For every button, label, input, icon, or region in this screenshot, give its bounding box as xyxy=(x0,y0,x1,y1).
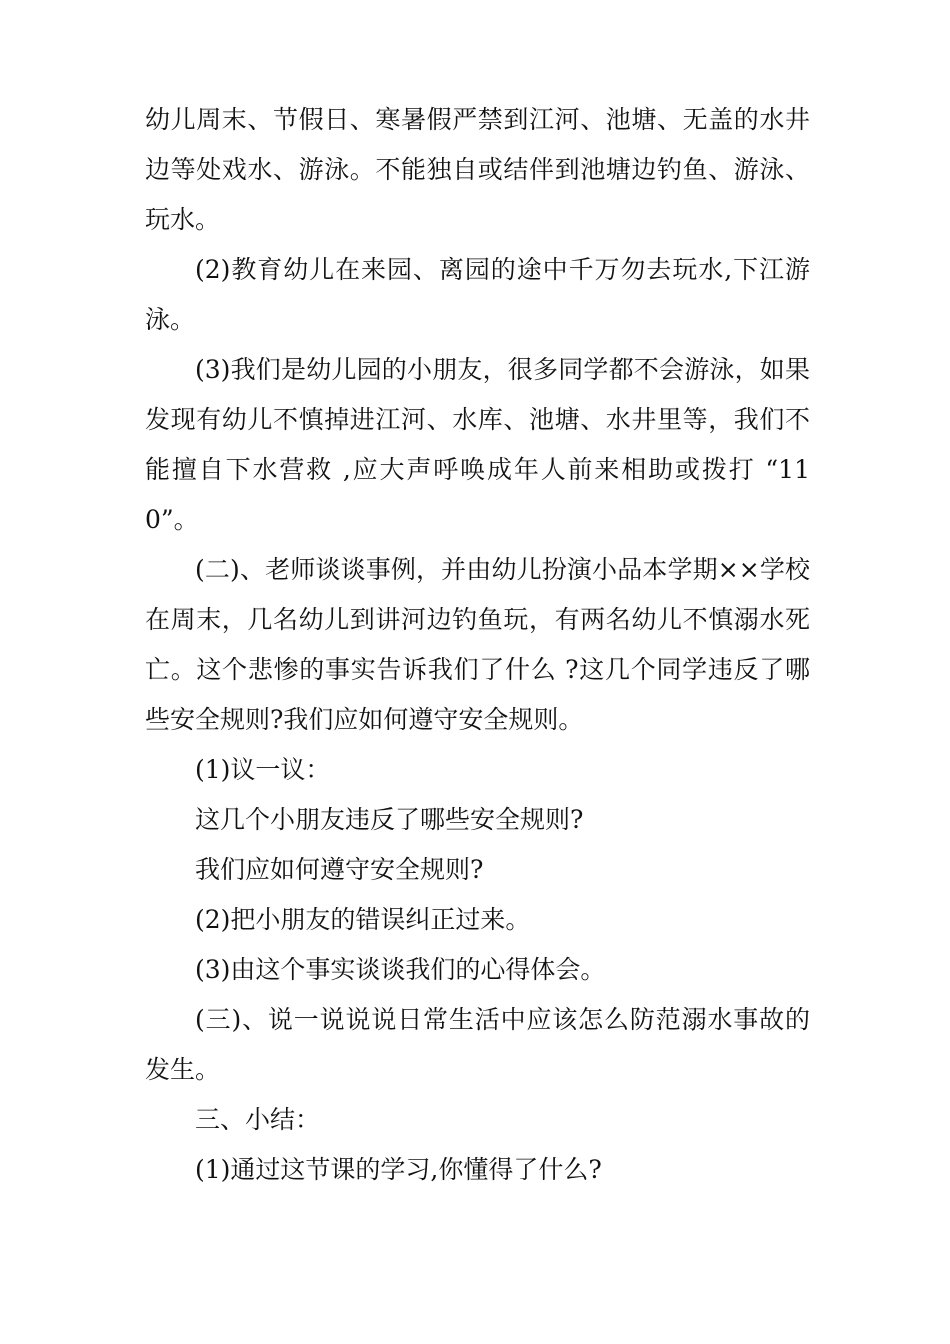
paragraph: (二)、老师谈谈事例，并由幼儿扮演小品本学期××学校在周末，几名幼儿到讲河边钓鱼玩，有两名幼儿不慎溺水死亡。这个悲惨的事实告诉我们了什么 ?这几个同学违反了哪些安全规则?我们应如何遵守安全规则。 xyxy=(145,555,810,734)
paragraph: (1)议一议： xyxy=(195,755,331,784)
paragraph: (2)教育幼儿在来园、离园的途中千万勿去玩水,下江游泳。 xyxy=(145,255,810,334)
paragraph: 我们应如何遵守安全规则? xyxy=(195,855,484,884)
paragraph: 三、小结： xyxy=(195,1105,321,1134)
paragraph: 这几个小朋友违反了哪些安全规则? xyxy=(195,805,584,834)
paragraph: (3)由这个事实谈谈我们的心得体会。 xyxy=(195,955,606,984)
paragraph: (1)通过这节课的学习,你懂得了什么? xyxy=(195,1155,602,1184)
paragraph: (3)我们是幼儿园的小朋友，很多同学都不会游泳，如果发现有幼儿不慎掉进江河、水库、池塘、水井里等，我们不能擅自下水营救 ,应大声呼唤成年人前来相助或拨打 “110”。 xyxy=(145,355,810,534)
paragraph: 幼儿周末、节假日、寒暑假严禁到江河、池塘、无盖的水井边等处戏水、游泳。不能独自或结伴到池塘边钓鱼、游泳、玩水。 xyxy=(145,105,810,234)
paragraph: (三)、说一说说说日常生活中应该怎么防范溺水事故的发生。 xyxy=(145,1005,810,1084)
paragraph: (2)把小朋友的错误纠正过来。 xyxy=(195,905,531,934)
document-body xyxy=(145,95,810,1195)
